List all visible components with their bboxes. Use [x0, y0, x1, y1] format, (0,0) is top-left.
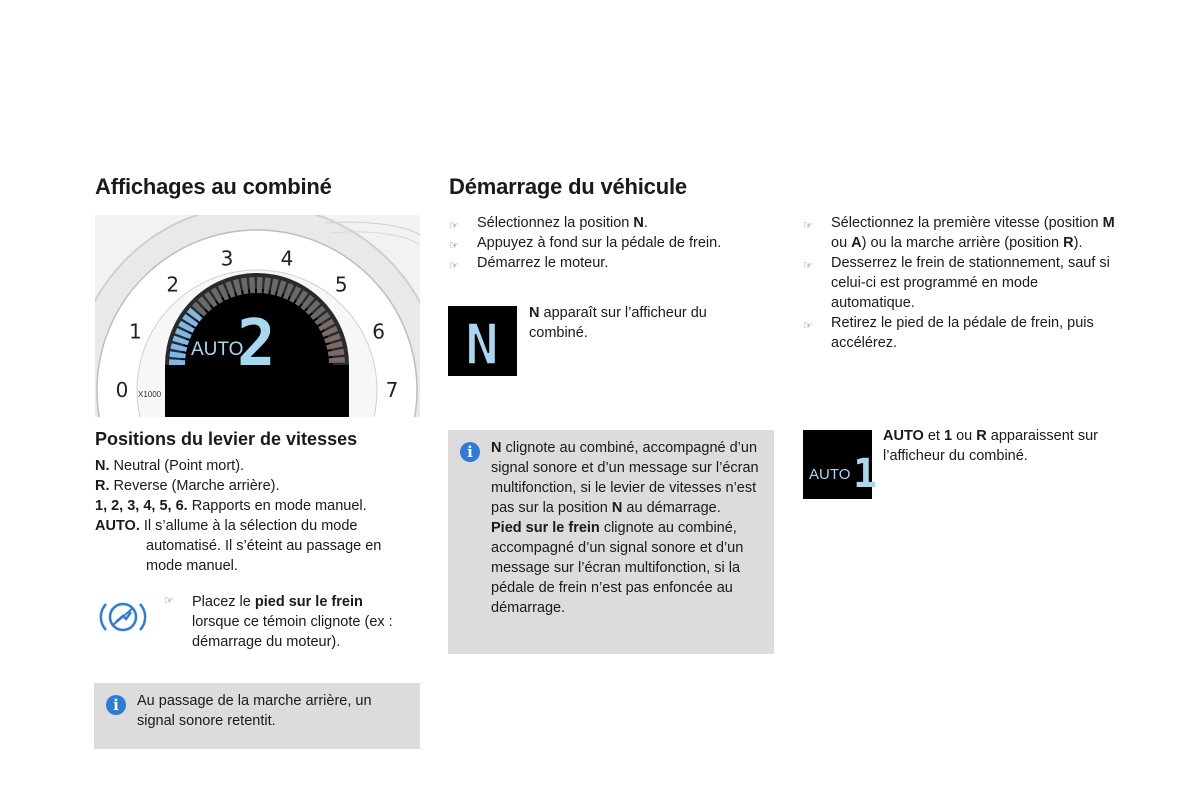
- pointing-hand-icon: ☞: [803, 320, 813, 332]
- pointing-hand-icon: ☞: [449, 220, 459, 232]
- position-r: R. Reverse (Marche arrière).: [95, 478, 280, 494]
- gauge-tick-label: 6: [372, 319, 385, 344]
- pointing-hand-icon: ☞: [449, 260, 459, 272]
- section-title-demarrage: Démarrage du véhicule: [449, 174, 687, 199]
- continue-steps-list: [803, 213, 1118, 353]
- brake-warning-icon: [97, 596, 149, 638]
- auto-display-image: [803, 430, 878, 499]
- gauge-mode-label: AUTO: [191, 339, 244, 360]
- auto-display-gear: 1: [853, 451, 878, 497]
- list-item: ☞ Sélectionnez la position N.: [449, 213, 779, 233]
- pointing-hand-icon: ☞: [803, 220, 813, 232]
- gauge-tick-label: 3: [220, 246, 234, 271]
- positions-title: Positions du levier de vitesses: [95, 429, 358, 449]
- gauge-segment: [257, 277, 263, 293]
- position-auto: AUTO. Il s’allume à la sélection du mode: [95, 518, 358, 534]
- start-info-text: N clignote au combiné, accompagné d’un signal sonore et d’un message sur l’écran multifonction, si le levier de vitesses n’est pas sur la position N au démarrage. Pied sur le frein clignote au combiné, accompagné d’un signal sonore et d’un message sur l’écran multifonction, si la pédale de frein n’est pas enfoncée au démarrage.: [491, 440, 759, 616]
- gauge-tick-label: 0: [115, 378, 129, 402]
- position-auto-cont-2: mode manuel.: [146, 558, 238, 574]
- auto-display-caption: AUTO et 1 ou R apparaissent sur l’afficheur du combiné.: [883, 428, 1098, 464]
- info-icon: i: [106, 695, 126, 715]
- tachometer-gauge: [95, 215, 420, 417]
- start-info-box: [448, 430, 774, 654]
- n-display-caption: N apparaît sur l’afficheur du combiné.: [529, 305, 707, 341]
- section-title-affichages: Affichages au combiné: [95, 174, 332, 199]
- gauge-tick-label: 4: [280, 246, 294, 271]
- gauge-tick-label: 5: [334, 272, 348, 297]
- instrument-cluster-illustration: [95, 215, 420, 417]
- gauge-segment: [169, 359, 185, 365]
- gauge-gear-digit: 2: [237, 307, 276, 381]
- pointing-hand-icon: ☞: [803, 260, 813, 272]
- list-item: ☞ Sélectionnez la première vitesse (position M ou A) ou la marche arrière (position R).: [803, 215, 1115, 251]
- brake-note: ☞ Placez le pied sur le frein lorsque ce témoin clignote (ex : démarrage du moteur).: [164, 594, 393, 650]
- positions-list: [95, 456, 420, 576]
- list-item: ☞ Desserrez le frein de stationnement, sauf si celui-ci est programmé en mode automatique.: [803, 255, 1110, 311]
- multiplier-label: X1000: [138, 390, 162, 399]
- info-icon: i: [460, 442, 480, 462]
- start-steps-list: [449, 213, 779, 273]
- auto-display-mode: AUTO: [809, 466, 851, 483]
- reverse-info-text: Au passage de la marche arrière, un signal sonore retentit.: [137, 693, 372, 729]
- reverse-info-box: [94, 683, 420, 749]
- gauge-tick-label: 2: [166, 272, 180, 297]
- gauge-tick-label: 7: [385, 378, 399, 402]
- n-display-letter: N: [465, 313, 499, 378]
- position-manual: 1, 2, 3, 4, 5, 6. Rapports en mode manuel.: [95, 498, 367, 514]
- list-item: ☞ Démarrez le moteur.: [449, 253, 779, 273]
- n-display-image: [448, 306, 517, 376]
- gauge-tick-label: 1: [129, 319, 142, 344]
- position-n: N. Neutral (Point mort).: [95, 458, 245, 474]
- list-item: ☞ Appuyez à fond sur la pédale de frein.: [449, 233, 779, 253]
- position-auto-cont-1: automatisé. Il s’éteint au passage en: [146, 538, 382, 554]
- pointing-hand-icon: ☞: [449, 240, 459, 252]
- list-item: ☞ Retirez le pied de la pédale de frein, puis accélérez.: [803, 315, 1094, 351]
- pointing-hand-icon: ☞: [164, 595, 174, 607]
